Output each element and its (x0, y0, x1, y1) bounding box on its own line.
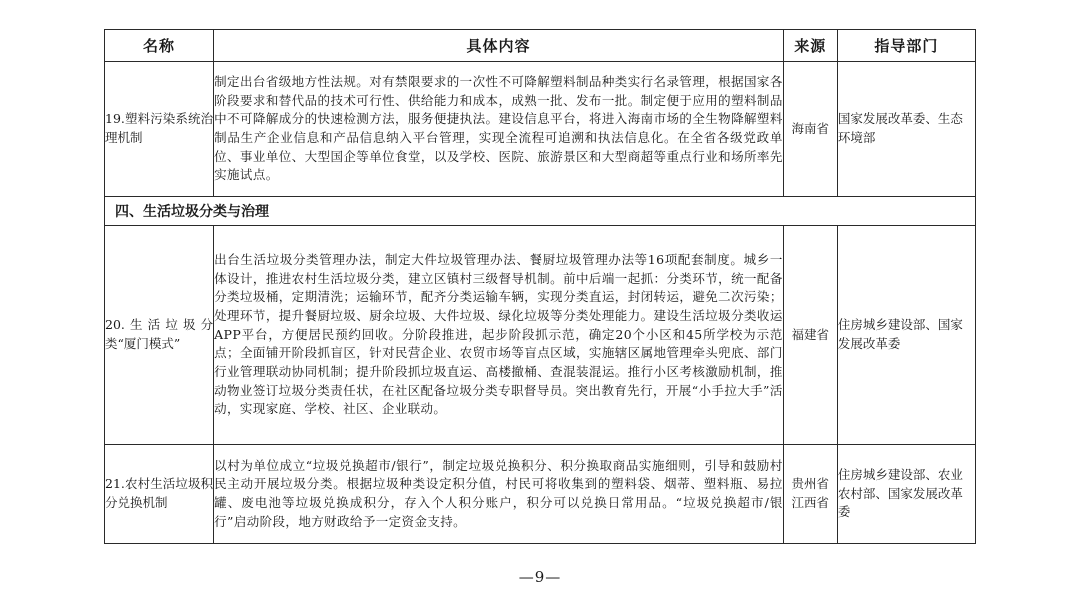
row-source: 福建省 (783, 226, 837, 445)
row-source: 贵州省江西省 (783, 445, 837, 544)
policy-table (104, 29, 976, 544)
row-source: 海南省 (783, 62, 837, 197)
header-name: 名称 (105, 30, 214, 62)
section-title: 四、生活垃圾分类与治理 (105, 197, 976, 226)
row-dept: 住房城乡建设部、农业农村部、国家发展改革委 (837, 445, 975, 544)
row-name: 20.生活垃圾分类“厦门模式” (105, 226, 214, 445)
header-content: 具体内容 (214, 30, 784, 62)
row-content: 以村为单位成立“垃圾兑换超市/银行”，制定垃圾兑换积分、积分换取商品实施细则，引导和鼓励村民主动开展垃圾分类。根据垃圾种类设定积分值，村民可将收集到的塑料袋、烟蒂、塑料瓶、易拉罐、废电池等垃圾兑换成积分，存入个人积分账户，积分可以兑换日常用品。“垃圾兑换超市/银行”启动阶段，地方财政给予一定资金支持。 (214, 445, 784, 544)
row-content: 制定出台省级地方性法规。对有禁限要求的一次性不可降解塑料制品种类实行名录管理，根据国家各阶段要求和替代品的技术可行性、供给能力和成本，成熟一批、发布一批。制定便于应用的塑料制品中不可降解成分的快速检测方法，服务便捷执法。建设信息平台，将进入海南市场的全生物降解塑料制品生产企业信息和产品信息纳入平台管理，实现全流程可追溯和执法信息化。在全省各级党政单位、事业单位、大型国企等单位食堂，以及学校、医院、旅游景区和大型商超等重点行业和场所率先实施试点。 (214, 62, 784, 197)
row-name: 19.塑料污染系统治理机制 (105, 62, 214, 197)
row-dept: 住房城乡建设部、国家发展改革委 (837, 226, 975, 445)
table-row (105, 226, 976, 445)
row-content: 出台生活垃圾分类管理办法，制定大件垃圾管理办法、餐厨垃圾管理办法等16项配套制度。城乡一体设计，推进农村生活垃圾分类，建立区镇村三级督导机制。前中后端一起抓：分类环节，统一配备分类垃圾桶，定期清洗；运输环节，配齐分类运输车辆，实现分类直运，封闭转运，避免二次污染；处理环节，提升餐厨垃圾、厨余垃圾、大件垃圾、绿化垃圾等分类处理能力。建设生活垃圾分类收运APP平台，方便居民预约回收。分阶段推进，起步阶段抓示范，确定20个小区和45所学校为示范点；全面铺开阶段抓盲区，针对民营企业、农贸市场等盲点区域，实施辖区属地管理牵头兜底、部门行业管理联动协同机制；提升阶段抓垃圾直运、高楼撤桶、查混装混运。推行小区考核激励机制，推动物业签订垃圾分类责任状，在社区配备垃圾分类专职督导员。突出教育先行，开展“小手拉大手”活动，实现家庭、学校、社区、企业联动。 (214, 226, 784, 445)
header-dept: 指导部门 (837, 30, 975, 62)
row-name: 21.农村生活垃圾积分兑换机制 (105, 445, 214, 544)
page-number: —9— (518, 568, 562, 586)
section-row (105, 197, 976, 226)
table-header-row (105, 30, 976, 62)
table-row (105, 445, 976, 544)
table-row (105, 62, 976, 197)
row-dept: 国家发展改革委、生态环境部 (837, 62, 975, 197)
header-source: 来源 (783, 30, 837, 62)
